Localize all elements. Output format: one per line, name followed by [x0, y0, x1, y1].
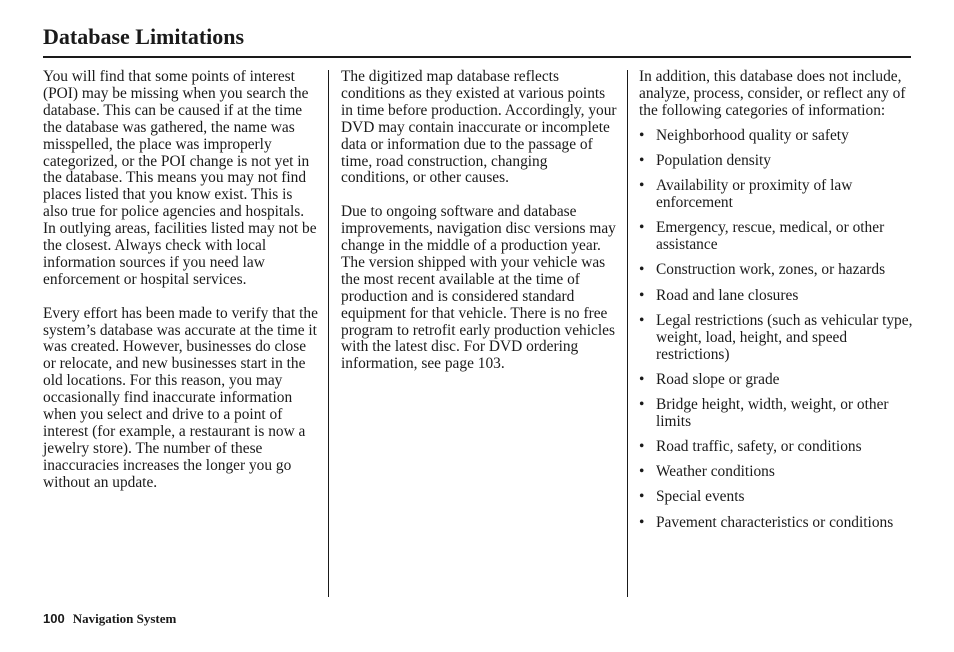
column-divider: [627, 70, 628, 597]
list-item-label: Availability or proximity of law enforcement: [656, 177, 853, 212]
column-3: [639, 69, 919, 540]
list-item: [639, 313, 919, 364]
bullet-icon: •: [639, 261, 645, 279]
list-item-label: Bridge height, width, weight, or other limits: [656, 395, 889, 430]
bullet-icon: •: [639, 126, 645, 144]
list-item-label: Road traffic, safety, or conditions: [656, 438, 862, 456]
bullet-icon: •: [639, 463, 645, 481]
section-name: Navigation System: [72, 611, 177, 626]
list-item-label: Weather conditions: [656, 463, 775, 481]
page-title: Database Limitations: [43, 24, 245, 49]
list-item: [639, 262, 919, 279]
category-list: [639, 128, 919, 532]
list-item-label: Special events: [656, 488, 745, 506]
list-item-label: Road slope or grade: [656, 370, 780, 388]
column-2: [341, 69, 617, 390]
bullet-icon: •: [639, 395, 645, 413]
paragraph: Due to ongoing software and database improvements, navigation disc versions may change in the middle of a production year. The version shipped with your vehicle was the most recent available at the time of production and is considered standard equipment for that vehicle. There is no free program to retrofit early production vehicles with the latest disc. For DVD ordering information, see page 103.: [341, 203, 616, 373]
paragraph: The digitized map database reflects conditions as they existed at various points in time before production. Accordingly, your DVD may contain inaccurate or incomplete data or information due to the passage of time, road construction, changing conditions, or other causes.: [341, 68, 617, 187]
list-item: [639, 397, 919, 431]
bullet-icon: •: [639, 151, 645, 169]
list-item: [639, 464, 919, 481]
paragraph: Every effort has been made to verify that the system’s database was accurate at the time it was created. However, businesses do close or relocate, and new businesses start in the old locations. For this reason, you may occasionally find inaccurate information when you select and drive to a point of interest (for example, a restaurant is now a jewelry store). The number of these inaccuracies increases the longer you go without an update.: [43, 304, 318, 491]
list-item: [639, 178, 919, 212]
list-item-label: Construction work, zones, or hazards: [656, 261, 886, 279]
bullet-icon: •: [639, 370, 645, 388]
list-item: [639, 153, 919, 170]
bullet-icon: •: [639, 219, 645, 237]
list-item-label: Legal restrictions (such as vehicular type, weight, load, height, and speed restrictions): [656, 311, 913, 363]
list-item-label: Emergency, rescue, medical, or other assistance: [656, 219, 885, 254]
paragraph: In addition, this database does not include, analyze, process, consider, or reflect any of the following categories of information:: [639, 68, 906, 119]
column-1: [43, 69, 319, 509]
list-item-label: Neighborhood quality or safety: [656, 126, 849, 144]
bullet-icon: •: [639, 438, 645, 456]
list-item: [639, 128, 919, 145]
page-number: 100: [43, 611, 65, 626]
bullet-icon: •: [639, 286, 645, 304]
bullet-icon: •: [639, 488, 645, 506]
column-divider: [328, 70, 329, 597]
title-rule: [43, 56, 911, 58]
list-item-label: Pavement characteristics or conditions: [656, 513, 894, 531]
list-item: [639, 515, 919, 532]
list-item: [639, 372, 919, 389]
paragraph: You will find that some points of interest (POI) may be missing when you search the database. This can be caused if at the time the database was gathered, the name was misspelled, the place was improperly categorized, or the POI change is not yet in the database. This means you may not find places listed that you know exist. This is also true for police agencies and hospitals. In outlying areas, facilities listed may not be the closest. Always check with local information sources if you need law enforcement or hospital services.: [43, 68, 317, 288]
list-item: [639, 220, 919, 254]
bullet-icon: •: [639, 177, 645, 195]
list-item-label: Population density: [656, 151, 772, 169]
bullet-icon: •: [639, 513, 645, 531]
page-footer: [43, 611, 176, 627]
list-item: [639, 489, 919, 506]
bullet-icon: •: [639, 311, 645, 329]
list-item: [639, 439, 919, 456]
list-item-label: Road and lane closures: [656, 286, 799, 304]
list-item: [639, 288, 919, 305]
